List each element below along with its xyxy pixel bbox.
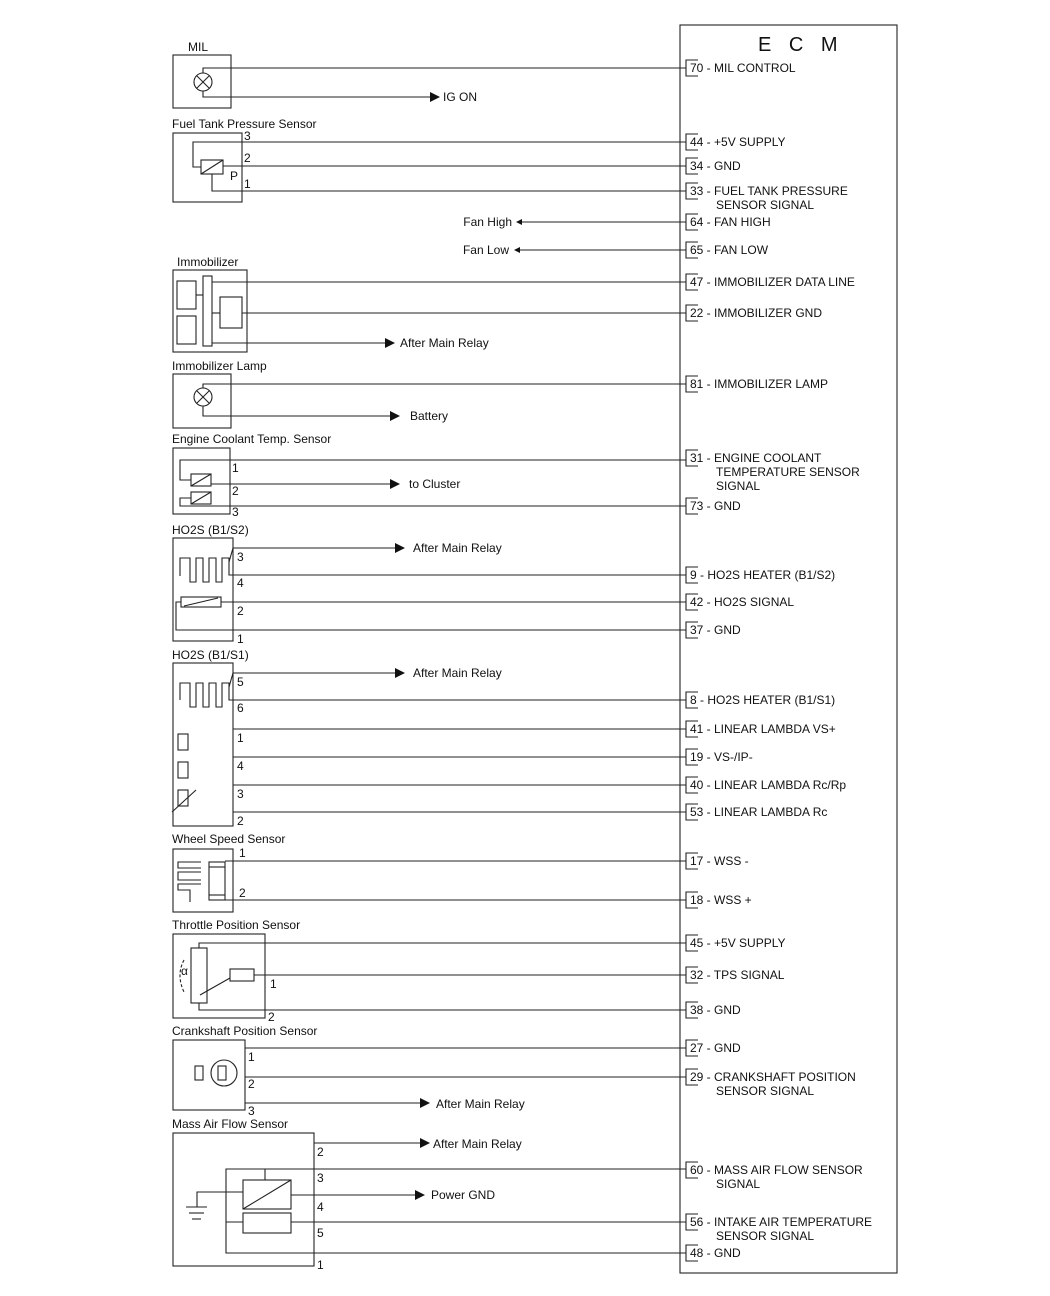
ecm-pin-label: 53 - LINEAR LAMBDA Rc bbox=[690, 805, 828, 819]
ho2s-s2-arrow-label: After Main Relay bbox=[413, 541, 502, 555]
ecm-pin-label: 47 - IMMOBILIZER DATA LINE bbox=[690, 275, 855, 289]
ho2s-s2-pin: 1 bbox=[237, 632, 244, 646]
ckp-arrow-label: After Main Relay bbox=[436, 1097, 525, 1111]
ecm-pin-label: 41 - LINEAR LAMBDA VS+ bbox=[690, 722, 836, 736]
ecm-pin-label: 56 - INTAKE AIR TEMPERATURE bbox=[690, 1215, 873, 1229]
arrow-icon bbox=[395, 668, 405, 678]
ecm-pin-label-cont: SENSOR SIGNAL bbox=[716, 1084, 815, 1098]
maf-power-gnd-label: Power GND bbox=[431, 1188, 496, 1202]
arrow-icon bbox=[516, 219, 522, 225]
arrow-icon bbox=[514, 247, 520, 253]
ho2s-s1-title: HO2S (B1/S1) bbox=[172, 648, 249, 662]
immo-lamp-box bbox=[173, 374, 231, 428]
ho2s-s2-title: HO2S (B1/S2) bbox=[172, 523, 249, 537]
ecm-pins bbox=[686, 60, 872, 1261]
ecm-pin-label: 29 - CRANKSHAFT POSITION bbox=[690, 1070, 856, 1084]
tps-pin: 2 bbox=[268, 1010, 275, 1024]
fan-high-label: Fan High bbox=[463, 215, 512, 229]
ecm-pin-label: 45 - +5V SUPPLY bbox=[690, 936, 786, 950]
immo-arrow-label: After Main Relay bbox=[400, 336, 489, 350]
maf-pin: 3 bbox=[317, 1171, 324, 1185]
ecm-pin-label: 17 - WSS - bbox=[690, 854, 749, 868]
arrow-icon bbox=[390, 479, 400, 489]
ho2s-s1-pin: 2 bbox=[237, 814, 244, 828]
ftps-pin: 3 bbox=[244, 129, 251, 143]
mil-title: MIL bbox=[188, 40, 209, 54]
ho2s-s2-pin: 4 bbox=[237, 576, 244, 590]
ho2s-s1-pin: 6 bbox=[237, 701, 244, 715]
ect-pin: 1 bbox=[232, 461, 239, 475]
arrow-icon bbox=[430, 92, 440, 102]
tps-title: Throttle Position Sensor bbox=[172, 918, 301, 932]
ect-pin: 3 bbox=[232, 505, 239, 519]
ho2s-s1-pin: 4 bbox=[237, 759, 244, 773]
ecm-pin-label: 22 - IMMOBILIZER GND bbox=[690, 306, 823, 320]
ckp-pin: 2 bbox=[248, 1077, 255, 1091]
ho2s-s1-pin: 1 bbox=[237, 731, 244, 745]
ecm-pin-label: 37 - GND bbox=[690, 623, 741, 637]
ecm-pin-label: 73 - GND bbox=[690, 499, 741, 513]
ecm-pin-label: 40 - LINEAR LAMBDA Rc/Rp bbox=[690, 778, 847, 792]
ckp-pin: 3 bbox=[248, 1104, 255, 1118]
ecm-pin-label: 44 - +5V SUPPLY bbox=[690, 135, 786, 149]
ecm-pin-label: 38 - GND bbox=[690, 1003, 741, 1017]
immo-lamp-title: Immobilizer Lamp bbox=[172, 359, 267, 373]
ground-icon bbox=[186, 1192, 243, 1219]
ecm-pin-label: 31 - ENGINE COOLANT bbox=[690, 451, 822, 465]
ecm-pin-label: 9 - HO2S HEATER (B1/S2) bbox=[690, 568, 836, 582]
mil-arrow-label: IG ON bbox=[443, 90, 478, 104]
arrow-icon bbox=[385, 338, 395, 348]
ecm-pin-label-cont: SIGNAL bbox=[716, 1177, 761, 1191]
ckp-box bbox=[173, 1040, 245, 1110]
ecm-pin-label-cont: TEMPERATURE SENSOR bbox=[716, 465, 860, 479]
ecm-pin-label: 65 - FAN LOW bbox=[690, 243, 769, 257]
ecm-pin-label: 48 - GND bbox=[690, 1246, 741, 1260]
ect-title: Engine Coolant Temp. Sensor bbox=[172, 432, 332, 446]
ecm-title: E C M bbox=[758, 34, 844, 56]
tps-pin: 1 bbox=[270, 977, 277, 991]
arrow-icon bbox=[420, 1138, 430, 1148]
ftps-pin: 1 bbox=[244, 177, 251, 191]
ecm-pin-label: 18 - WSS + bbox=[690, 893, 752, 907]
ect-pin: 2 bbox=[232, 484, 239, 498]
ect-arrow-label: to Cluster bbox=[409, 477, 461, 491]
ecm-pin-label-cont: SENSOR SIGNAL bbox=[716, 1229, 815, 1243]
wss-pin: 2 bbox=[239, 886, 246, 900]
wheel-speed-sensor-icon bbox=[178, 861, 686, 902]
maf-pin: 1 bbox=[317, 1258, 324, 1272]
ho2s-s1-arrow-label: After Main Relay bbox=[413, 666, 502, 680]
heater-icon bbox=[172, 673, 686, 812]
maf-pin: 4 bbox=[317, 1200, 324, 1214]
fan-low-label: Fan Low bbox=[462, 243, 509, 257]
ho2s-s2-pin: 3 bbox=[237, 550, 244, 564]
ecm-pin-label: 33 - FUEL TANK PRESSURE bbox=[690, 184, 848, 198]
ecm-pin-label: 8 - HO2S HEATER (B1/S1) bbox=[690, 693, 836, 707]
potentiometer-icon bbox=[180, 943, 686, 1010]
arrow-icon bbox=[390, 411, 400, 421]
ecm-pin-label: 27 - GND bbox=[690, 1041, 741, 1055]
ftps-box bbox=[173, 133, 242, 202]
tps-alpha: α bbox=[181, 964, 188, 978]
arrow-icon bbox=[415, 1190, 425, 1200]
pressure-sensor-icon bbox=[193, 142, 686, 191]
ftps-p-label: P bbox=[230, 169, 239, 183]
ho2s-s2-box bbox=[173, 538, 233, 641]
ecm-pin-label: 42 - HO2S SIGNAL bbox=[690, 595, 795, 609]
wss-pin: 1 bbox=[239, 846, 246, 860]
ecm-pin-label-cont: SIGNAL bbox=[716, 479, 761, 493]
ecm-pin-label: 64 - FAN HIGH bbox=[690, 215, 771, 229]
ckp-title: Crankshaft Position Sensor bbox=[172, 1024, 318, 1038]
maf-arrow-label: After Main Relay bbox=[433, 1137, 522, 1151]
ftps-pin: 2 bbox=[244, 151, 251, 165]
ftps-title: Fuel Tank Pressure Sensor bbox=[172, 117, 317, 131]
immo-title: Immobilizer bbox=[177, 255, 239, 269]
ecm-pin-label: 19 - VS-/IP- bbox=[690, 750, 753, 764]
maf-pin: 5 bbox=[317, 1226, 324, 1240]
lamp-icon bbox=[194, 68, 686, 97]
arrow-icon bbox=[420, 1098, 430, 1108]
heater-icon bbox=[176, 548, 686, 630]
crankshaft-sensor-icon bbox=[195, 1048, 686, 1103]
ckp-pin: 1 bbox=[248, 1050, 255, 1064]
arrow-icon bbox=[395, 543, 405, 553]
ecm-pin-label: 60 - MASS AIR FLOW SENSOR bbox=[690, 1163, 863, 1177]
ecm-pin-label: 70 - MIL CONTROL bbox=[690, 61, 796, 75]
ho2s-s2-pin: 2 bbox=[237, 604, 244, 618]
wss-title: Wheel Speed Sensor bbox=[172, 832, 286, 846]
ecm-pin-label: 34 - GND bbox=[690, 159, 741, 173]
ho2s-s1-pin: 3 bbox=[237, 787, 244, 801]
ho2s-s1-pin: 5 bbox=[237, 675, 244, 689]
ecm-pin-label: 81 - IMMOBILIZER LAMP bbox=[690, 377, 829, 391]
maf-title: Mass Air Flow Sensor bbox=[172, 1117, 289, 1131]
ecm-pin-label-cont: SENSOR SIGNAL bbox=[716, 198, 815, 212]
ecm-pin-label: 32 - TPS SIGNAL bbox=[690, 968, 785, 982]
maf-pin: 2 bbox=[317, 1145, 324, 1159]
immo-lamp-arrow-label: Battery bbox=[410, 409, 449, 423]
